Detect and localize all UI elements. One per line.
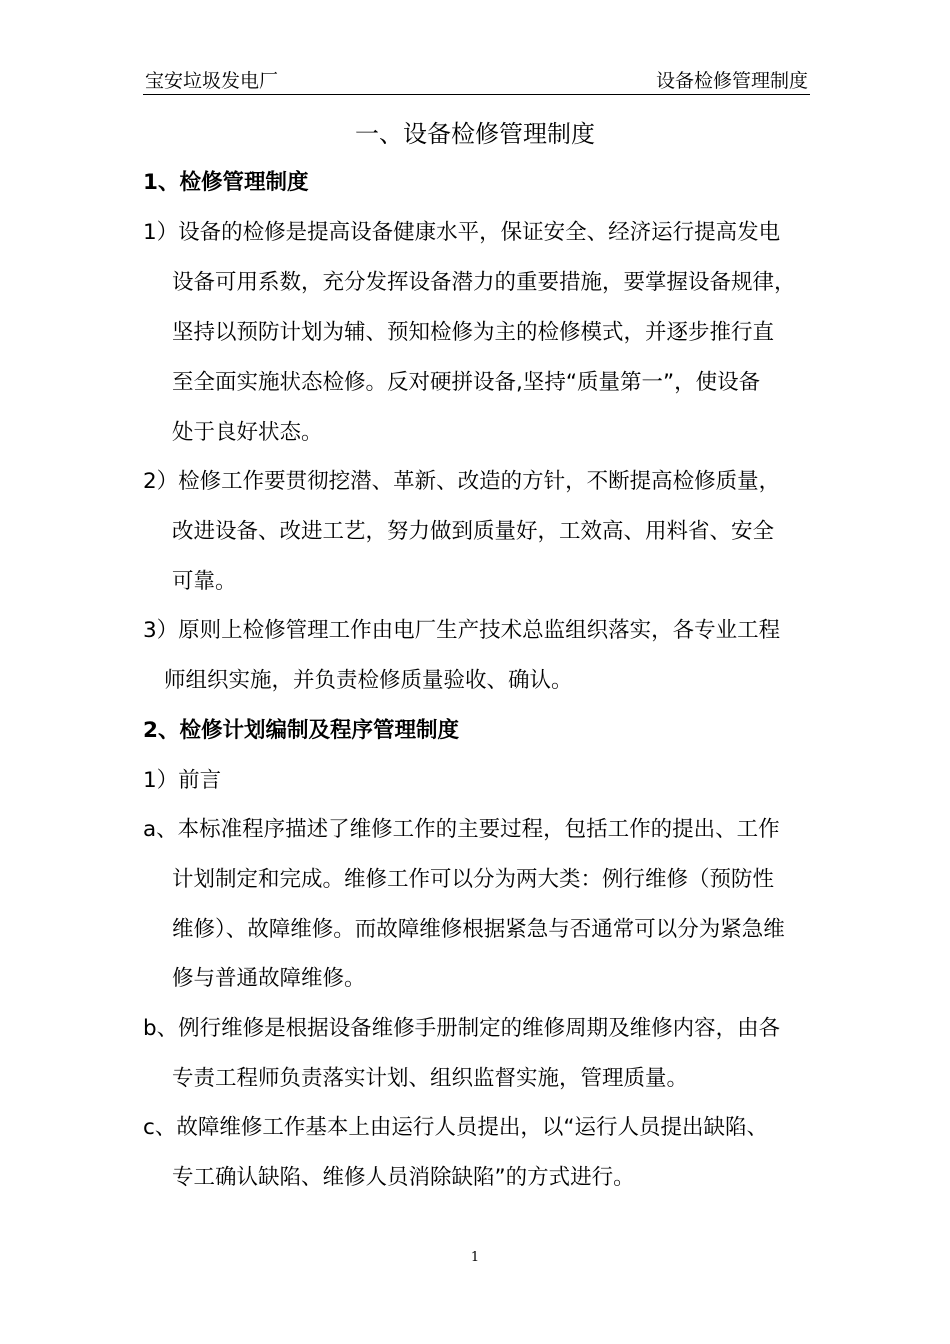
- section-1-heading: 1、检修管理制度: [143, 170, 309, 195]
- paragraph-line: 设备可用系数，充分发挥设备潜力的重要措施，要掌握设备规律，: [172, 270, 796, 295]
- paragraph-line: 3）原则上检修管理工作由电厂生产技术总监组织落实，各专业工程: [143, 618, 781, 643]
- paragraph-line: 1）设备的检修是提高设备健康水平，保证安全、经济运行提高发电: [143, 220, 781, 245]
- section-2-heading: 2、检修计划编制及程序管理制度: [143, 718, 459, 743]
- paragraph-line: 2）检修工作要贯彻挖潜、革新、改造的方针，不断提高检修质量，: [143, 469, 781, 494]
- document-title: 一、设备检修管理制度: [355, 120, 595, 148]
- paragraph-line: 改进设备、改进工艺，努力做到质量好，工效高、用料省、安全: [172, 519, 775, 544]
- paragraph-line: b、例行维修是根据设备维修手册制定的维修周期及维修内容，由各: [143, 1016, 781, 1041]
- paragraph-line: 专责工程师负责落实计划、组织监督实施，管理质量。: [172, 1066, 689, 1091]
- page-number: 1: [470, 1250, 480, 1265]
- paragraph-line: 坚持以预防计划为辅、预知检修为主的检修模式，并逐步推行直: [172, 320, 775, 345]
- header-doc-title: 设备检修管理制度: [655, 70, 808, 92]
- paragraph-line: 维修）、故障维修。而故障维修根据紧急与否通常可以分为紧急维: [172, 917, 785, 942]
- paragraph-line: 修与普通故障维修。: [172, 966, 366, 991]
- paragraph-line: 师组织实施，并负责检修质量验收、确认。: [164, 668, 573, 693]
- paragraph-line: a、本标准程序描述了维修工作的主要过程，包括工作的提出、工作: [143, 817, 780, 842]
- paragraph-line: c、故障维修工作基本上由运行人员提出，以“运行人员提出缺陷、: [143, 1115, 768, 1140]
- subsection-heading: 1）前言: [143, 768, 222, 793]
- paragraph-line: 专工确认缺陷、维修人员消除缺陷”的方式进行。: [172, 1165, 635, 1190]
- paragraph-line: 至全面实施状态检修。反对硬拼设备,坚持“质量第一”，使设备: [172, 370, 761, 395]
- paragraph-line: 处于良好状态。: [172, 420, 323, 445]
- paragraph-line: 可靠。: [172, 569, 237, 594]
- page-header: [143, 62, 810, 95]
- paragraph-line: 计划制定和完成。维修工作可以分为两大类：例行维修（预防性: [172, 867, 775, 892]
- header-company: 宝安垃圾发电厂: [145, 70, 279, 92]
